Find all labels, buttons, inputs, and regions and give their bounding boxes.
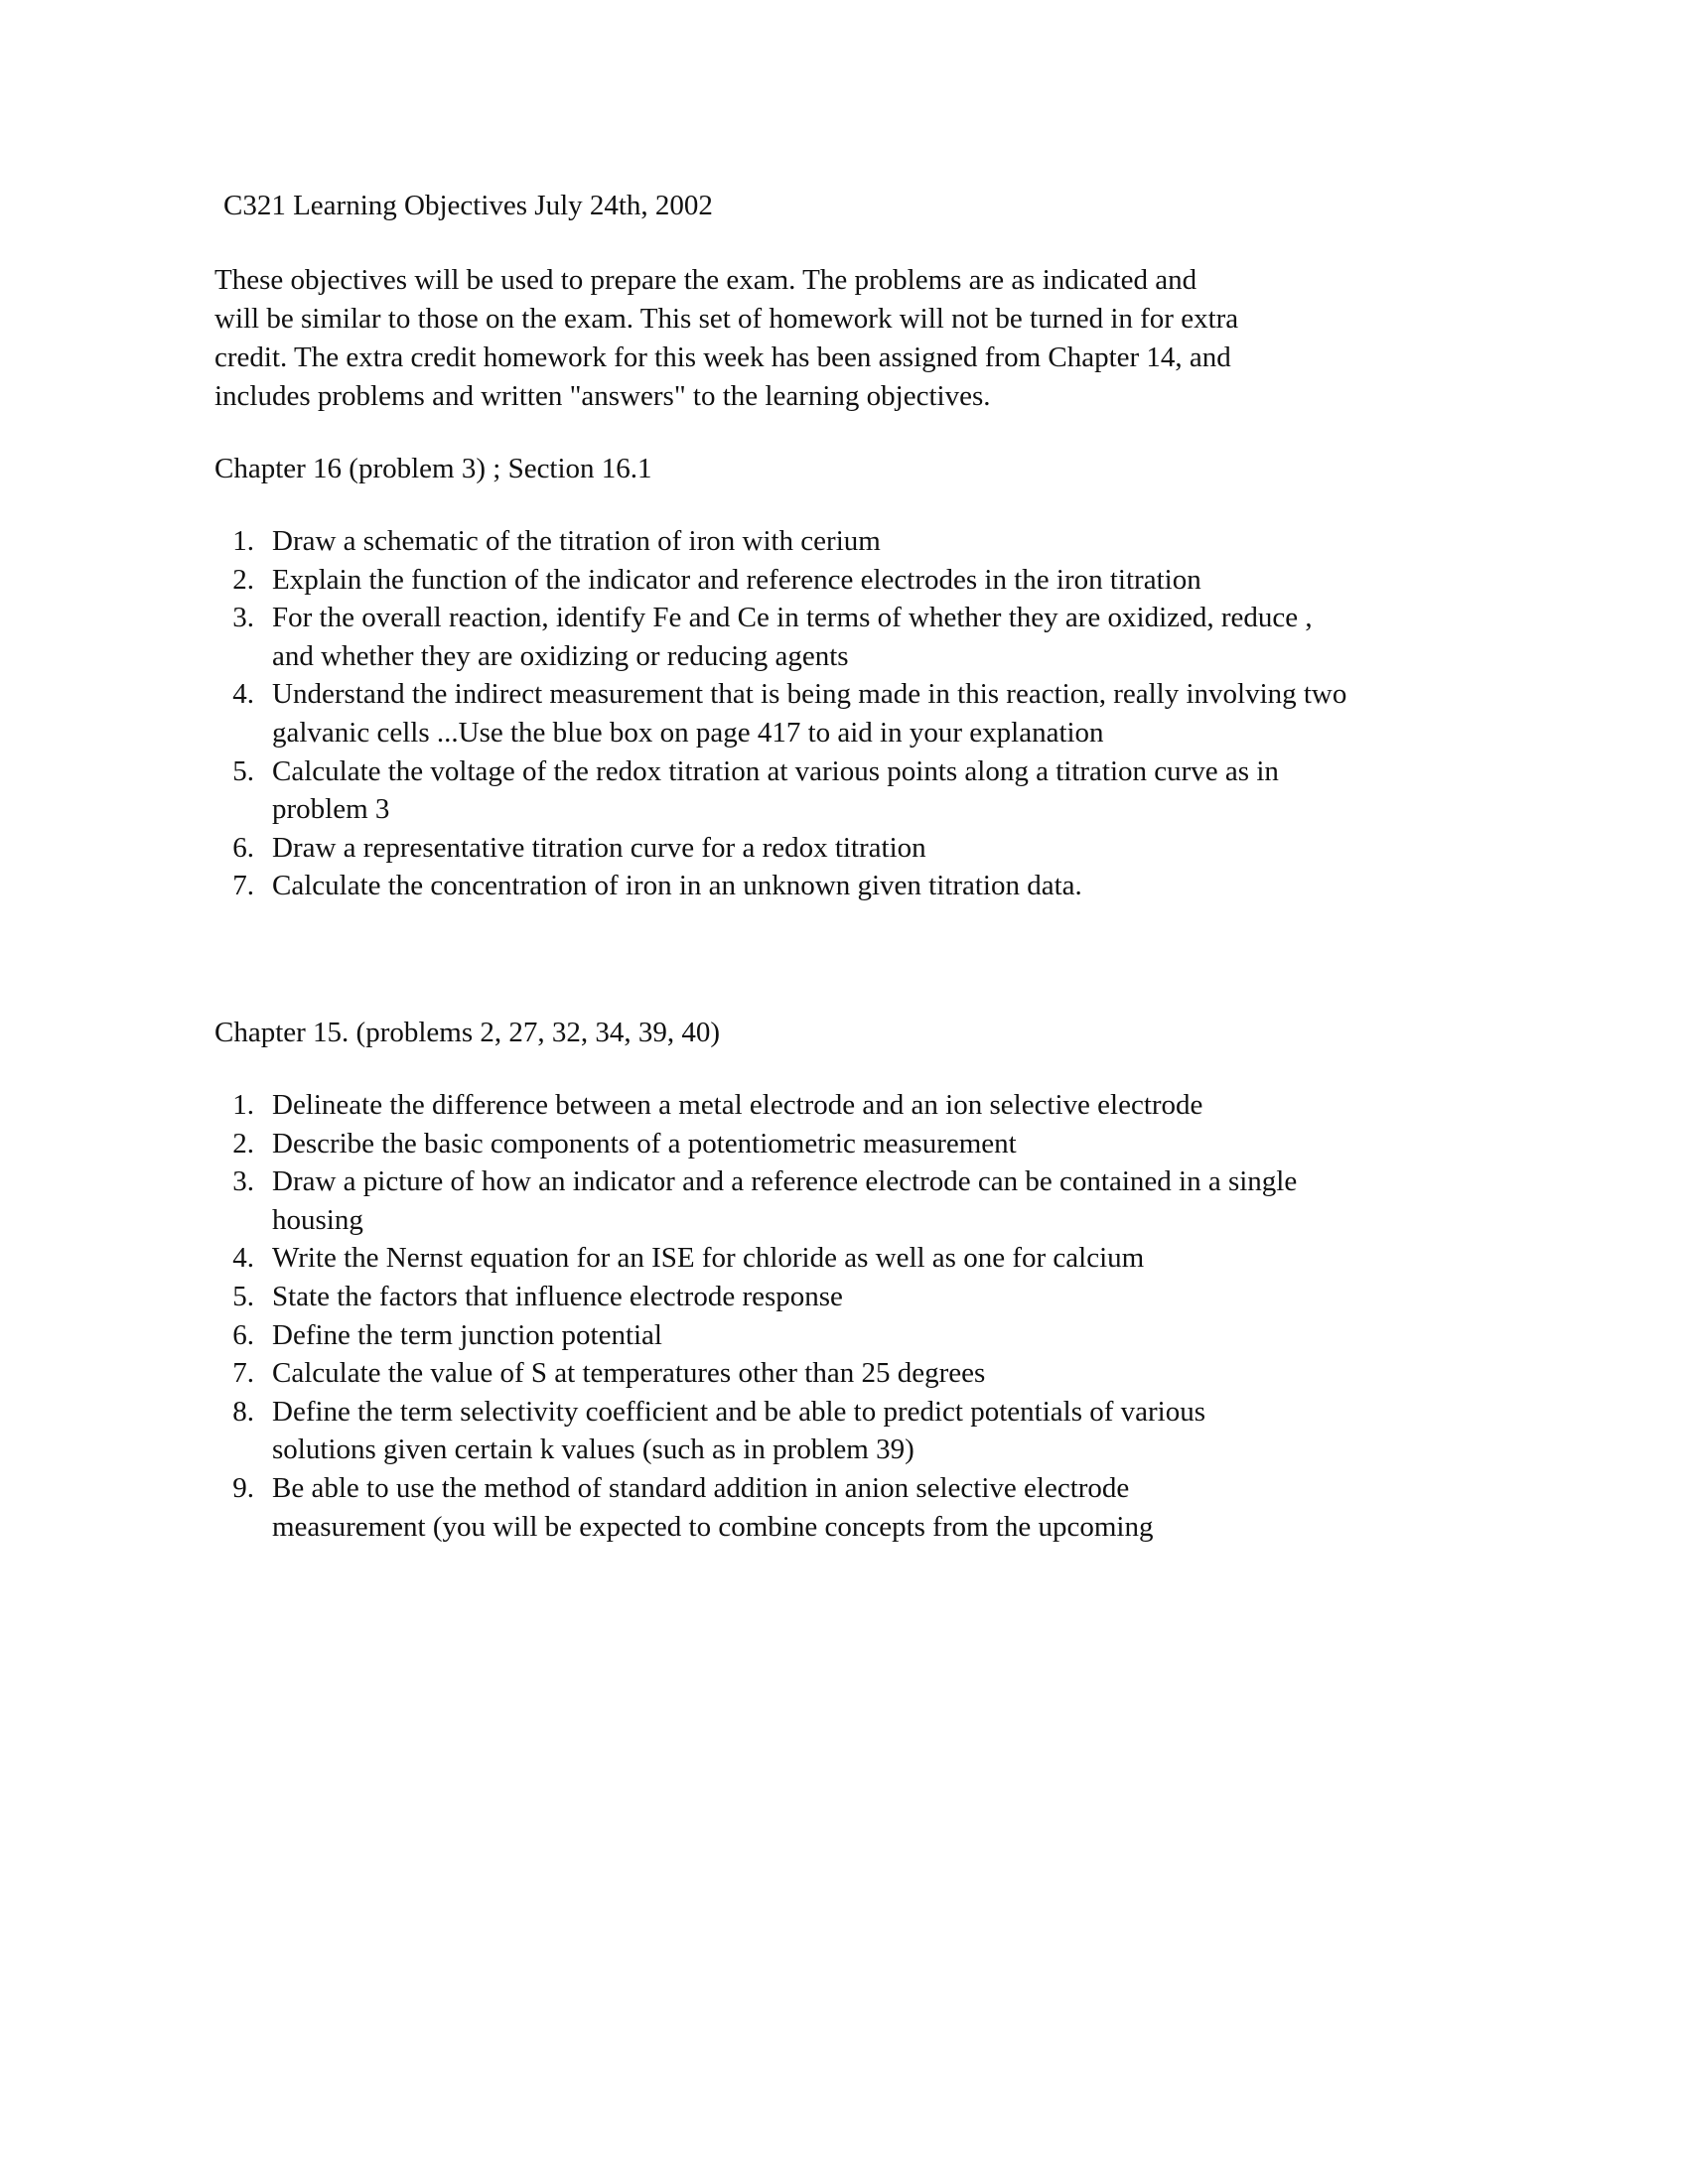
item-number: 3. (232, 602, 254, 634)
item-line: Define the term junction potential (272, 1318, 662, 1351)
item-line: problem 3 (272, 793, 390, 826)
item-line: solutions given certain k values (such as in problem 39) (272, 1433, 914, 1466)
list-item (214, 1278, 1456, 1316)
list-item (214, 1469, 1456, 1546)
item-line: Describe the basic components of a potentiometric measurement (272, 1127, 1017, 1160)
item-line: Calculate the voltage of the redox titration at various points along a titration curve as in (272, 754, 1279, 787)
item-text (254, 752, 1279, 829)
list-item (214, 675, 1456, 751)
item-number: 6. (232, 1318, 254, 1351)
item-line: Draw a schematic of the titration of iron with cerium (272, 525, 881, 557)
objectives-list-chapter-15 (214, 1086, 1456, 1546)
item-number: 3. (232, 1165, 254, 1198)
item-number: 1. (232, 525, 254, 557)
item-line: For the overall reaction, identify Fe and Ce in terms of whether they are oxidized, reduce , (272, 602, 1313, 634)
item-text (254, 599, 1313, 675)
intro-line: These objectives will be used to prepare the exam. The problems are as indicated and (214, 264, 1197, 296)
item-number: 8. (232, 1395, 254, 1428)
item-line: Draw a picture of how an indicator and a reference electrode can be contained in a single (272, 1165, 1298, 1198)
item-number: 7. (232, 870, 254, 902)
list-item (214, 1162, 1456, 1239)
item-line: Define the term selectivity coefficient and be able to predict potentials of various (272, 1395, 1206, 1428)
item-number: 4. (232, 1242, 254, 1275)
document-title: C321 Learning Objectives July 24th, 2002 (223, 190, 713, 221)
intro-line: will be similar to those on the exam. This set of homework will not be turned in for extra (214, 303, 1239, 335)
item-number: 7. (232, 1357, 254, 1390)
item-text (254, 1354, 985, 1393)
item-text (254, 675, 1346, 751)
item-line: Calculate the value of S at temperatures other than 25 degrees (272, 1357, 986, 1390)
item-number: 9. (232, 1471, 254, 1504)
item-line: housing (272, 1203, 363, 1236)
intro-line: includes problems and written "answers" to the learning objectives. (214, 380, 991, 412)
item-number: 6. (232, 831, 254, 864)
item-line: Be able to use the method of standard addition in anion selective electrode (272, 1471, 1130, 1504)
list-item (214, 829, 1456, 868)
item-line: Understand the indirect measurement that is being made in this reaction, really involving two (272, 678, 1347, 711)
item-text (254, 829, 926, 868)
intro-line: credit. The extra credit homework for this week has been assigned from Chapter 14, and (214, 341, 1231, 373)
item-text (254, 561, 1201, 600)
objectives-list-chapter-16 (214, 522, 1456, 905)
item-line: Calculate the concentration of iron in an unknown given titration data. (272, 870, 1082, 902)
item-line: and whether they are oxidizing or reducing agents (272, 639, 849, 672)
item-number: 1. (232, 1089, 254, 1121)
section-heading-chapter-15: Chapter 15. (problems 2, 27, 32, 34, 39, 40) (214, 1017, 721, 1048)
list-item (214, 1086, 1456, 1125)
section-heading-chapter-16: Chapter 16 (problem 3) ; Section 16.1 (214, 453, 652, 484)
item-line: Explain the function of the indicator and reference electrodes in the iron titration (272, 563, 1201, 596)
list-item (214, 1239, 1456, 1278)
item-text (254, 522, 881, 561)
list-item (214, 1393, 1456, 1469)
item-number: 2. (232, 1127, 254, 1160)
item-number: 2. (232, 563, 254, 596)
item-text (254, 1125, 1017, 1163)
item-text (254, 1162, 1297, 1239)
item-text (254, 1239, 1144, 1278)
list-item (214, 752, 1456, 829)
item-number: 5. (232, 754, 254, 787)
item-line: galvanic cells ...Use the blue box on page 417 to aid in your explanation (272, 716, 1104, 749)
list-item (214, 522, 1456, 561)
list-item (214, 1125, 1456, 1163)
intro-paragraph (214, 261, 1406, 416)
item-text (254, 1278, 843, 1316)
item-text (254, 1393, 1205, 1469)
item-line: Draw a representative titration curve for a redox titration (272, 831, 926, 864)
item-line: State the factors that influence electrode response (272, 1280, 843, 1312)
list-item (214, 1354, 1456, 1393)
list-item (214, 561, 1456, 600)
item-line: Write the Nernst equation for an ISE for chloride as well as one for calcium (272, 1242, 1145, 1275)
item-text (254, 1316, 662, 1355)
list-item (214, 599, 1456, 675)
item-text (254, 1086, 1202, 1125)
item-line: measurement (you will be expected to combine concepts from the upcoming (272, 1510, 1154, 1543)
list-item (214, 867, 1456, 905)
list-item (214, 1316, 1456, 1355)
item-line: Delineate the difference between a metal electrode and an ion selective electrode (272, 1089, 1203, 1121)
item-number: 4. (232, 678, 254, 711)
item-text (254, 1469, 1153, 1546)
item-number: 5. (232, 1280, 254, 1312)
item-text (254, 867, 1082, 905)
